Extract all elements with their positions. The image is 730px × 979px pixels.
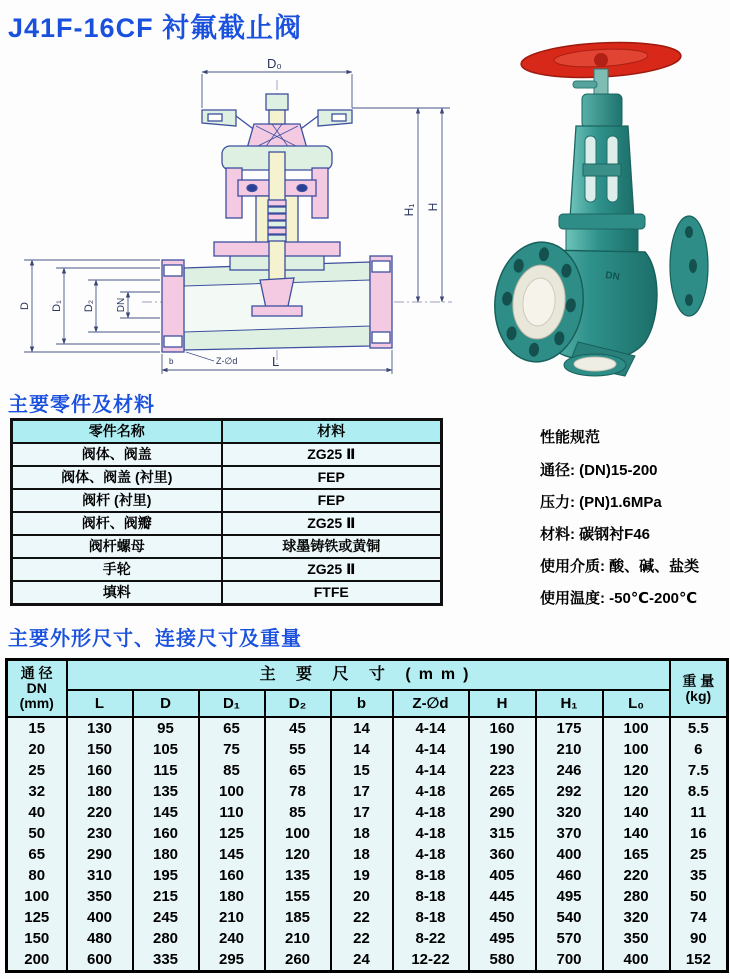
dimension-cell: 160	[199, 865, 265, 886]
dimension-cell: 230	[67, 823, 133, 844]
materials-cell: FEP	[222, 466, 442, 489]
dimension-cell: 80	[7, 865, 67, 886]
dimension-cell: 310	[67, 865, 133, 886]
dimension-cell: 85	[199, 760, 265, 781]
photo-bonnet	[559, 214, 645, 255]
dimension-cell: 115	[133, 760, 199, 781]
dimension-cell: 160	[67, 760, 133, 781]
dimension-cell: 65	[265, 760, 331, 781]
dimension-cell: 290	[469, 802, 536, 823]
dimension-cell: 460	[536, 865, 603, 886]
dim-label-d: D	[19, 302, 31, 310]
dimension-cell: 145	[199, 844, 265, 865]
dimension-cell: 200	[7, 949, 67, 972]
table-row	[12, 581, 442, 605]
materials-cell: 阀体、阀盖	[12, 443, 222, 466]
dimension-cell: 360	[469, 844, 536, 865]
dimension-cell: 4-14	[393, 717, 469, 739]
table-row	[7, 886, 728, 907]
dimension-cell: 125	[199, 823, 265, 844]
specs-title: 性能规范	[540, 429, 601, 446]
dimension-cell: 45	[265, 717, 331, 739]
dimension-cell: 140	[603, 802, 670, 823]
dimension-cell: 152	[670, 949, 728, 972]
dimension-cell: 24	[331, 949, 393, 972]
dimension-cell: 245	[133, 907, 199, 928]
dimension-cell: 4-18	[393, 781, 469, 802]
table-row	[7, 949, 728, 972]
dimension-cell: 580	[469, 949, 536, 972]
materials-table	[10, 418, 443, 606]
table-row	[12, 466, 442, 489]
dimension-cell: 90	[670, 928, 728, 949]
dimension-cell: 160	[133, 823, 199, 844]
valve-photo	[483, 14, 728, 384]
dimension-cell: 85	[265, 802, 331, 823]
spec-line: 使用介质: 酸、碱、盐类	[540, 558, 700, 575]
dimension-cell: 260	[265, 949, 331, 972]
dimension-column-header: D₂	[265, 690, 331, 717]
dimension-cell: 600	[67, 949, 133, 972]
dimension-cell: 135	[265, 865, 331, 886]
spec-line: 材料: 碳钢衬F46	[540, 526, 651, 543]
dimension-cell: 120	[603, 781, 670, 802]
dimension-cell: 14	[331, 739, 393, 760]
dimension-cell: 190	[469, 739, 536, 760]
dimension-cell: 4-14	[393, 739, 469, 760]
materials-cell: ZG25 Ⅱ	[222, 558, 442, 581]
dimensions-header-row-1	[7, 660, 728, 691]
dimension-cell: 25	[7, 760, 67, 781]
dimension-cell: 8-22	[393, 928, 469, 949]
dimension-cell: 8-18	[393, 907, 469, 928]
dimension-cell: 17	[331, 781, 393, 802]
dimension-cell: 210	[265, 928, 331, 949]
dimension-cell: 185	[265, 907, 331, 928]
table-row	[12, 558, 442, 581]
table-row	[12, 443, 442, 466]
valve-outline	[142, 80, 452, 364]
dimension-cell: 175	[536, 717, 603, 739]
dimension-cell: 15	[331, 760, 393, 781]
dimension-cell: 75	[199, 739, 265, 760]
materials-cell: ZG25 Ⅱ	[222, 512, 442, 535]
dn-header-line1: 通 径	[20, 665, 53, 682]
dimension-cell: 4-14	[393, 760, 469, 781]
table-row	[12, 512, 442, 535]
dimension-cell: 400	[603, 949, 670, 972]
dimension-cell: 405	[469, 865, 536, 886]
dimension-cell: 22	[331, 907, 393, 928]
dimension-cell: 125	[7, 907, 67, 928]
table-row	[7, 760, 728, 781]
dimension-column-header: L₀	[603, 690, 670, 717]
dimensions-table	[5, 658, 729, 973]
dimension-cell: 495	[536, 886, 603, 907]
dimension-cell: 280	[603, 886, 670, 907]
dimension-cell: 215	[133, 886, 199, 907]
dimension-cell: 17	[331, 802, 393, 823]
dimension-cell: 320	[536, 802, 603, 823]
spec-line: 通径: (DN)15-200	[540, 462, 658, 479]
dimensions-section-title: 主要外形尺寸、连接尺寸及重量	[8, 628, 302, 650]
dimension-cell: 100	[199, 781, 265, 802]
dimension-cell: 180	[67, 781, 133, 802]
photo-right-flange	[670, 216, 708, 316]
table-row	[7, 802, 728, 823]
dimension-cell: 220	[67, 802, 133, 823]
materials-cell: 手轮	[12, 558, 222, 581]
dimension-cell: 7.5	[670, 760, 728, 781]
dimension-cell: 12-22	[393, 949, 469, 972]
dimension-cell: 120	[603, 760, 670, 781]
weight-header-line1: 重 量	[682, 672, 715, 689]
spec-line: 使用温度: -50℃-200℃	[540, 590, 698, 607]
dim-label-dn: DN	[116, 297, 127, 313]
dimension-cell: 95	[133, 717, 199, 739]
dimension-cell: 32	[7, 781, 67, 802]
dimension-cell: 180	[133, 844, 199, 865]
dimension-cell: 25	[670, 844, 728, 865]
table-row	[7, 781, 728, 802]
dimension-cell: 20	[7, 739, 67, 760]
dimension-cell: 155	[265, 886, 331, 907]
photo-cast-mark: DN	[604, 270, 621, 283]
materials-cell: ZG25 Ⅱ	[222, 443, 442, 466]
materials-cell: 阀杆 (衬里)	[12, 489, 222, 512]
table-row	[12, 535, 442, 558]
dimension-cell: 320	[603, 907, 670, 928]
dimension-cell: 50	[670, 886, 728, 907]
dimension-cell: 5.5	[670, 717, 728, 739]
dimension-column-header: D₁	[199, 690, 265, 717]
dimension-cell: 495	[469, 928, 536, 949]
dimension-cell: 400	[536, 844, 603, 865]
dimension-cell: 16	[670, 823, 728, 844]
dimension-cell: 120	[265, 844, 331, 865]
dimension-column-header: D	[133, 690, 199, 717]
dimension-cell: 8.5	[670, 781, 728, 802]
dimension-cell: 40	[7, 802, 67, 823]
dimension-cell: 78	[265, 781, 331, 802]
materials-header-material: 材料	[222, 420, 442, 444]
dim-label-h: H	[426, 202, 440, 212]
valve-cross-section-diagram	[2, 52, 462, 387]
dimension-cell: 22	[331, 928, 393, 949]
dn-column-header	[7, 660, 67, 718]
dimension-cell: 210	[536, 739, 603, 760]
dimension-cell: 8-18	[393, 865, 469, 886]
table-row	[12, 489, 442, 512]
table-row	[7, 739, 728, 760]
dimension-cell: 160	[469, 717, 536, 739]
dimension-cell: 150	[67, 739, 133, 760]
dim-label-h1: H₁	[402, 203, 416, 217]
weight-header-line2: (kg)	[685, 687, 712, 704]
dimension-cell: 246	[536, 760, 603, 781]
dimension-cell: 140	[603, 823, 670, 844]
dimension-cell: 110	[199, 802, 265, 823]
page-title: J41F-16CF 衬氟截止阀	[8, 13, 303, 43]
weight-column-header	[670, 660, 728, 718]
materials-cell: 阀体、阀盖 (衬里)	[12, 466, 222, 489]
dimension-cell: 14	[331, 717, 393, 739]
dimension-cell: 19	[331, 865, 393, 886]
dimension-cell: 100	[603, 739, 670, 760]
dimension-cell: 370	[536, 823, 603, 844]
dimension-cell: 145	[133, 802, 199, 823]
dimension-cell: 150	[7, 928, 67, 949]
dimension-cell: 195	[133, 865, 199, 886]
dimension-cell: 50	[7, 823, 67, 844]
dimension-cell: 210	[199, 907, 265, 928]
dn-header-line2: DN	[26, 680, 47, 697]
dimension-cell: 350	[67, 886, 133, 907]
dimension-cell: 540	[536, 907, 603, 928]
dim-label-zd: Z-∅d	[216, 356, 238, 366]
dimension-cell: 20	[331, 886, 393, 907]
dimension-cell: 315	[469, 823, 536, 844]
dimension-column-header: Z-∅d	[393, 690, 469, 717]
dimension-cell: 100	[265, 823, 331, 844]
dimension-cell: 18	[331, 823, 393, 844]
dimension-cell: 240	[199, 928, 265, 949]
dimension-cell: 220	[603, 865, 670, 886]
dimension-cell: 100	[7, 886, 67, 907]
table-row	[7, 823, 728, 844]
materials-section-title: 主要零件及材料	[8, 394, 155, 416]
dn-header-line3: (mm)	[19, 694, 54, 711]
table-row	[7, 717, 728, 739]
dimension-cell: 700	[536, 949, 603, 972]
dimension-cell: 35	[670, 865, 728, 886]
table-row	[7, 907, 728, 928]
table-row	[7, 865, 728, 886]
dimension-cell: 8-18	[393, 886, 469, 907]
dimension-cell: 165	[603, 844, 670, 865]
dimension-cell: 55	[265, 739, 331, 760]
materials-cell: 阀杆螺母	[12, 535, 222, 558]
dimension-cell: 295	[199, 949, 265, 972]
dimension-column-header: L	[67, 690, 133, 717]
dim-label-l: L	[272, 354, 280, 369]
dimension-cell: 18	[331, 844, 393, 865]
dimension-cell: 135	[133, 781, 199, 802]
dimension-cell: 292	[536, 781, 603, 802]
dimension-cell: 445	[469, 886, 536, 907]
materials-cell: FEP	[222, 489, 442, 512]
table-row	[7, 928, 728, 949]
dimension-cell: 100	[603, 717, 670, 739]
dimension-column-header: b	[331, 690, 393, 717]
dim-label-d2: D₂	[83, 299, 95, 313]
dimension-cell: 4-18	[393, 844, 469, 865]
dimension-cell: 350	[603, 928, 670, 949]
materials-cell: 填料	[12, 581, 222, 605]
dimension-cell: 335	[133, 949, 199, 972]
dimension-cell: 480	[67, 928, 133, 949]
dimension-cell: 280	[133, 928, 199, 949]
main-dimensions-span-header: 主 要 尺 寸 (mm)	[67, 660, 670, 691]
dimension-cell: 290	[67, 844, 133, 865]
dimension-cell: 6	[670, 739, 728, 760]
dimension-cell: 11	[670, 802, 728, 823]
dimension-cell: 105	[133, 739, 199, 760]
dimension-cell: 265	[469, 781, 536, 802]
dim-label-d0: D₀	[267, 56, 282, 71]
dimension-column-header: H	[469, 690, 536, 717]
materials-cell: 阀杆、阀瓣	[12, 512, 222, 535]
dimension-cell: 400	[67, 907, 133, 928]
dimension-cell: 223	[469, 760, 536, 781]
dimension-column-header: H₁	[536, 690, 603, 717]
materials-header-row	[12, 420, 442, 444]
dimension-cell: 450	[469, 907, 536, 928]
dimension-cell: 74	[670, 907, 728, 928]
dimension-cell: 570	[536, 928, 603, 949]
dimension-cell: 65	[199, 717, 265, 739]
table-row	[7, 844, 728, 865]
photo-yoke	[570, 69, 634, 219]
dimensions-header-row-2	[7, 690, 728, 717]
performance-specs-panel	[540, 426, 730, 619]
dim-label-d1: D₁	[51, 300, 63, 312]
materials-cell: FTFE	[222, 581, 442, 605]
materials-cell: 球墨铸铁或黄铜	[222, 535, 442, 558]
materials-header-part: 零件名称	[12, 420, 222, 444]
dimension-cell: 130	[67, 717, 133, 739]
dimension-cell: 65	[7, 844, 67, 865]
dimension-cell: 4-18	[393, 802, 469, 823]
dimension-cell: 15	[7, 717, 67, 739]
dimension-cell: 4-18	[393, 823, 469, 844]
dim-label-b: b	[169, 357, 174, 366]
dimension-cell: 180	[199, 886, 265, 907]
spec-line: 压力: (PN)1.6MPa	[540, 494, 662, 511]
